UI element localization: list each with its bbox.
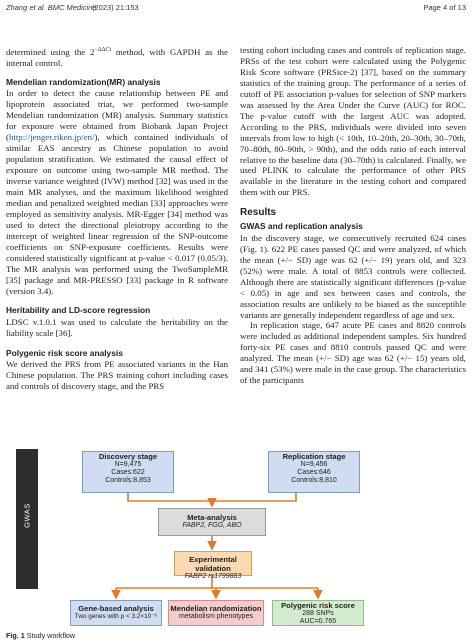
experimental-genes: FABP2 rs1799883	[184, 573, 242, 580]
meta-analysis-box	[158, 508, 266, 536]
replication-controls: Controls:8,810	[291, 477, 337, 485]
discovery-paragraph: In the discovery stage, we consecutively recruited 624 cases (Fig. 1). 622 PE cases passed QC and were analyzed, of which the mean (+/− SD) age was 62 (+/− 19) years old, and 323 (52%) were male. A total of 8853 controls were collected. Although there are statistically significant differences (p-value < 0.05) in age and sex between cases and controls, the association results are unlikely to be biased as the susceptible variants are generally independent regardless of age and sex.	[240, 232, 466, 320]
ld-paragraph: LDSC v.1.0.1 was used to calculate the heritability on the liability scale [36].	[6, 316, 228, 338]
mr-paragraph	[6, 88, 228, 296]
page-number: Page 4 of 13	[423, 3, 466, 12]
replication-n: N=9,456	[300, 461, 328, 468]
gene-based-analysis-box	[70, 600, 162, 626]
caption-text: Study workflow	[26, 631, 76, 640]
prs-continued-paragraph: testing cohort including cases and controls of replication stage. PRSs of the test cohort were calculated using the Polygenic Risk Score software (PRSice-2) [37], based on the summary statistics of the training group. The performance of a series of cutoff of PE association p-values for selection of SNP markers was assessed by the Area Under the Curve (AUC) for ROC. The p-value cutoff with the largest AUC was adopted. According to the PRS, individuals were divided into seven intervals from low to high (< 10th, 10–20th, 20–30th, 30–70th, 70–80th, 80–90th, > 90th), and the odds ratio of each interval relative to the baseline data (30–70th) is calculated. Finally, we used PLINK to calculate the performance of other PRS available in the literature in the testing cohort and compared them with our PRS.	[240, 45, 466, 198]
replication-paragraph: In replication stage, 647 acute PE cases and 8820 controls were included as additional independent samples. Six hundred forty-six PE cases and 8810 controls passed QC and were analyzed. The mean (+/− SD) age was 62 (+/− 15) years old, and 341 (53%) were male in the case group. The characteristics of the participants	[240, 320, 466, 386]
mr-heading: Mendelian randomization(MR) analysis	[6, 76, 161, 87]
discovery-n: N=9,475	[114, 461, 142, 468]
prs-box-auc: AUC=0.765	[299, 618, 337, 626]
prs-box-snps: 288 SNPs	[302, 610, 334, 617]
experimental-validation-box	[174, 551, 252, 580]
discovery-title: Discovery stage	[98, 452, 158, 461]
gene-based-desc: Two genes with p < 3.2×10⁻⁶	[74, 613, 158, 620]
replication-title: Replication stage	[282, 452, 346, 461]
gene-based-title: Gene-based analysis	[78, 604, 154, 613]
running-header	[0, 0, 474, 14]
caption-label: Fig. 1	[6, 631, 25, 640]
polygenic-risk-score-box	[272, 600, 364, 626]
intro-text-end: method, with GAPDH as the internal control.	[6, 46, 228, 68]
experimental-title: Experimental validation	[189, 555, 237, 573]
prs-paragraph: We derived the PRS from PE associated variants in the Han Chinese population. The PRS training cohort including cases and controls of discovery stage, and the PRS	[6, 359, 228, 392]
right-column	[240, 45, 466, 386]
mr-box-title: Mendelian randomization	[170, 604, 262, 613]
prs-heading: Polygenic risk score analysis	[6, 347, 123, 358]
meta-genes: FABP2, FGG, ABO	[182, 522, 242, 529]
gwas-heading: GWAS and replication analysis	[240, 221, 363, 232]
journal-citation: Zhang et al. BMC Medicine	[6, 3, 97, 12]
mr-box-desc: metabolism phenotypes	[179, 613, 253, 620]
discovery-cases: Cases:622	[111, 469, 145, 477]
intro-text: determined using the 2	[6, 46, 95, 57]
discovery-controls: Controls:8,853	[105, 477, 151, 485]
mr-text-1: In order to detect the cause relationship between PE and lipoprotein associated triat, we performed two-sample Mendelian randomization (MR) analysis. Summary statistics for exposure were obtained from Biobank Japan Project (	[6, 88, 228, 143]
ld-heading: Heritability and LD-score regression	[6, 305, 151, 316]
stage-connector	[128, 493, 296, 501]
mendelian-randomization-box	[168, 600, 264, 626]
results-heading: Results	[240, 207, 277, 219]
replication-stage-box	[268, 451, 360, 493]
replication-cases: Cases:646	[297, 469, 331, 477]
left-column	[6, 45, 228, 392]
prs-box-title: Polygenic risk score	[281, 601, 355, 610]
mr-text-2: ), which contained individuals of similar EAS ancestry as Chinese population to avoid population stratification. We estimated the causal effect of exposure on outcome using two-sample MR method. The inverse variance weighted (IVW) method [32] was used in the main MR analyses, and the maximum likelihood weighted median and penalized weighted median [33] approaches were employed as sensitivity analysis. MR-Egger [34] method was used to detect the directional pleiotropy according to the intercept of weighted linear regression of the SNP-outcome coefficients on SNP-exposure coefficients. Results were considered statistically significant at p-value < 0.017 (0.05/3). The MR analysis was performed using the TwoSampleMR [35] package and MR-PRESSO [33] package in R software (version 3.4).	[6, 132, 228, 296]
gwas-side-bar	[16, 449, 38, 589]
meta-title: Meta-analysis	[187, 513, 237, 522]
volume-year: (2023) 21:153	[92, 3, 139, 12]
gwas-label: GWAS	[22, 503, 32, 528]
figure-caption	[6, 631, 75, 640]
study-workflow-figure	[6, 447, 468, 627]
biobank-link[interactable]: http://jenger.riken.jp/en/	[8, 132, 95, 143]
intro-superscript: −ΔΔCt	[94, 47, 112, 53]
intro-paragraph	[6, 45, 228, 69]
discovery-stage-box	[82, 451, 174, 493]
